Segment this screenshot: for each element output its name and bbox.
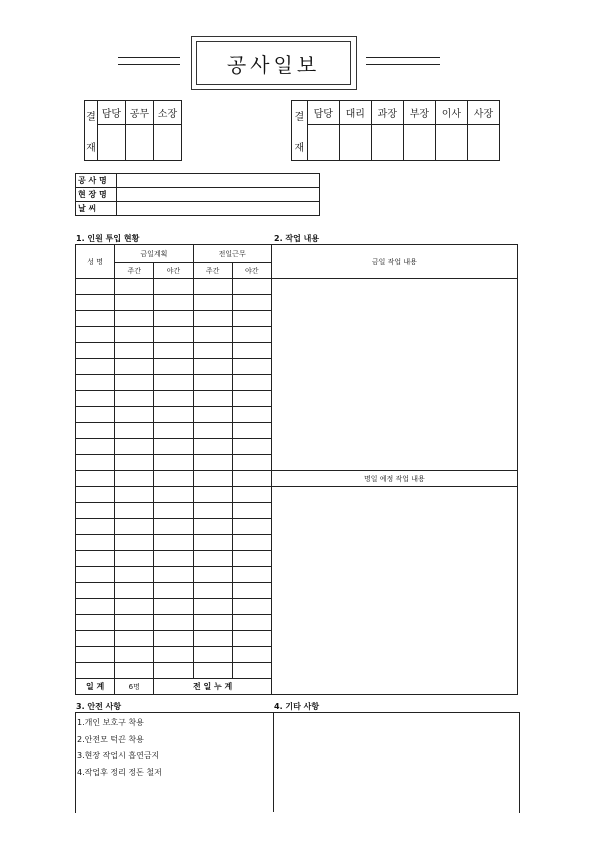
table-row-cell[interactable] — [154, 311, 193, 327]
approval-sign-cell[interactable] — [435, 125, 467, 161]
table-row-cell[interactable] — [154, 359, 193, 375]
table-row-cell[interactable] — [76, 391, 115, 407]
table-row-cell[interactable] — [115, 391, 154, 407]
other-notes-area[interactable] — [275, 714, 515, 810]
table-row-cell[interactable] — [76, 519, 115, 535]
list-item: 1.개인 보호구 착용 — [77, 718, 144, 727]
table-row-cell[interactable] — [115, 311, 154, 327]
approval-sign-cell[interactable] — [125, 125, 153, 161]
table-row-cell[interactable] — [154, 423, 193, 439]
table-row-cell[interactable] — [76, 647, 115, 663]
table-row-cell[interactable] — [76, 359, 115, 375]
approval-box-right — [291, 100, 500, 161]
table-row-cell[interactable] — [76, 375, 115, 391]
table-row-cell[interactable] — [232, 599, 271, 615]
table-row-cell[interactable] — [115, 343, 154, 359]
approval-header: 담당 — [97, 101, 125, 125]
table-row-cell[interactable] — [232, 615, 271, 631]
table-row-cell[interactable] — [232, 647, 271, 663]
table-row-cell[interactable] — [232, 455, 271, 471]
table-row-cell[interactable] — [115, 455, 154, 471]
section-heading-other: 4. 기타 사항 — [274, 702, 320, 711]
table-row-cell[interactable] — [232, 551, 271, 567]
table-row-cell[interactable] — [154, 503, 193, 519]
table-row-cell[interactable] — [154, 631, 193, 647]
table-row-cell[interactable] — [193, 519, 232, 535]
table-row-cell[interactable] — [115, 279, 154, 295]
table-row-cell[interactable] — [115, 567, 154, 583]
table-row-cell[interactable] — [193, 551, 232, 567]
table-row-cell[interactable] — [232, 311, 271, 327]
info-value-weather[interactable] — [117, 202, 320, 216]
table-row-cell[interactable] — [154, 551, 193, 567]
table-row-cell[interactable] — [193, 279, 232, 295]
table-row-cell[interactable] — [232, 439, 271, 455]
total-value[interactable]: 6명 — [115, 679, 154, 695]
table-row-cell[interactable] — [76, 439, 115, 455]
table-row-cell[interactable] — [76, 407, 115, 423]
table-row-cell[interactable] — [115, 663, 154, 679]
approval-header: 담당 — [307, 101, 339, 125]
safety-list — [77, 715, 162, 781]
table-row-cell[interactable] — [154, 615, 193, 631]
table-row-cell[interactable] — [232, 391, 271, 407]
table-row-cell[interactable] — [76, 663, 115, 679]
table-row-cell[interactable] — [232, 375, 271, 391]
table-row-cell[interactable] — [154, 455, 193, 471]
table-row-cell[interactable] — [232, 295, 271, 311]
table-row-cell[interactable] — [193, 503, 232, 519]
table-row-cell[interactable] — [115, 295, 154, 311]
table-row-cell[interactable] — [232, 519, 271, 535]
table-row-cell[interactable] — [193, 311, 232, 327]
table-row-cell[interactable] — [115, 551, 154, 567]
table-row-cell[interactable] — [193, 407, 232, 423]
table-row-cell[interactable] — [76, 423, 115, 439]
table-row-cell[interactable] — [76, 551, 115, 567]
table-row-cell[interactable] — [232, 327, 271, 343]
section-heading-work: 2. 작업 내용 — [274, 234, 320, 243]
table-row-cell[interactable] — [232, 423, 271, 439]
table-row-cell[interactable] — [193, 615, 232, 631]
table-row-cell[interactable] — [193, 391, 232, 407]
table-row-cell[interactable] — [115, 583, 154, 599]
col-header-prev: 전일근무 — [193, 245, 271, 263]
approval-header: 대리 — [339, 101, 371, 125]
section-heading-safety: 3. 안전 사항 — [76, 702, 122, 711]
approval-box-left — [84, 100, 182, 161]
stamp-label-top: 결 — [294, 111, 305, 123]
table-row-cell[interactable] — [193, 471, 232, 487]
table-row-cell[interactable] — [76, 487, 115, 503]
table-row-cell[interactable] — [154, 519, 193, 535]
table-row-cell[interactable] — [76, 503, 115, 519]
table-row-cell[interactable] — [76, 615, 115, 631]
table-row-cell[interactable] — [115, 519, 154, 535]
table-row-cell[interactable] — [76, 535, 115, 551]
approval-header: 사장 — [467, 101, 499, 125]
table-row-cell[interactable] — [154, 279, 193, 295]
info-label-site: 현 장 명 — [76, 188, 117, 202]
table-row-cell[interactable] — [115, 359, 154, 375]
approval-stamp-label — [292, 101, 308, 161]
table-row-cell[interactable] — [76, 599, 115, 615]
list-item: 2.안전모 턱끈 착용 — [77, 734, 144, 744]
total-label: 일 계 — [76, 679, 115, 695]
info-value-project[interactable] — [117, 174, 320, 188]
project-info-table — [75, 173, 320, 216]
approval-stamp-label — [85, 101, 98, 161]
table-row-cell[interactable] — [193, 631, 232, 647]
table-row-cell[interactable] — [76, 631, 115, 647]
table-row-cell[interactable] — [193, 599, 232, 615]
table-row-cell[interactable] — [115, 439, 154, 455]
table-row-cell[interactable] — [154, 535, 193, 551]
table-row-cell[interactable] — [154, 567, 193, 583]
table-row-cell[interactable] — [193, 343, 232, 359]
col-header-night: 야간 — [154, 263, 193, 279]
approval-header: 공무 — [125, 101, 153, 125]
table-row-cell[interactable] — [232, 583, 271, 599]
work-tomorrow-header: 명일 예정 작업 내용 — [271, 471, 517, 487]
table-row-cell[interactable] — [154, 471, 193, 487]
table-row-cell[interactable] — [232, 487, 271, 503]
table-row-cell[interactable] — [193, 647, 232, 663]
approval-sign-cell[interactable] — [403, 125, 435, 161]
col-header-day: 주간 — [115, 263, 154, 279]
table-row-cell[interactable] — [76, 311, 115, 327]
table-row-cell[interactable] — [232, 663, 271, 679]
table-row-cell[interactable] — [115, 615, 154, 631]
table-row-cell[interactable] — [115, 599, 154, 615]
table-row-cell[interactable] — [193, 423, 232, 439]
table-row-cell[interactable] — [232, 503, 271, 519]
table-row-cell[interactable] — [193, 583, 232, 599]
table-row-cell[interactable] — [193, 327, 232, 343]
table-row-cell[interactable] — [193, 487, 232, 503]
table-row-cell[interactable] — [76, 327, 115, 343]
table-row-cell[interactable] — [115, 471, 154, 487]
col-header-night: 야간 — [232, 263, 271, 279]
approval-header: 부장 — [403, 101, 435, 125]
table-row-cell[interactable] — [76, 471, 115, 487]
table-row-cell[interactable] — [154, 375, 193, 391]
table-row-cell[interactable] — [193, 455, 232, 471]
stamp-label-top: 결 — [86, 111, 96, 123]
table-row-cell[interactable] — [115, 327, 154, 343]
cumulative-label: 전 일 누 계 — [154, 679, 272, 695]
approval-header: 과장 — [371, 101, 403, 125]
table-row-cell[interactable] — [76, 583, 115, 599]
approval-header: 소장 — [153, 101, 181, 125]
col-header-plan: 금일계획 — [115, 245, 193, 263]
table-row-cell[interactable] — [193, 439, 232, 455]
table-row-cell[interactable] — [193, 295, 232, 311]
table-row-cell[interactable] — [76, 279, 115, 295]
table-row-cell[interactable] — [232, 407, 271, 423]
table-row-cell[interactable] — [154, 439, 193, 455]
info-value-site[interactable] — [117, 188, 320, 202]
table-row-cell[interactable] — [232, 471, 271, 487]
info-label-weather: 날 씨 — [76, 202, 117, 216]
document-title: 공사일보 — [196, 41, 351, 85]
list-item: 3.현장 작업시 흡연금지 — [77, 751, 160, 760]
approval-sign-cell[interactable] — [467, 125, 499, 161]
col-header-day: 주간 — [193, 263, 232, 279]
table-row-cell[interactable] — [154, 407, 193, 423]
table-row-cell[interactable] — [232, 631, 271, 647]
table-row-cell[interactable] — [154, 295, 193, 311]
approval-sign-cell[interactable] — [153, 125, 181, 161]
table-row-cell[interactable] — [76, 295, 115, 311]
table-row-cell[interactable] — [115, 407, 154, 423]
table-row-cell[interactable] — [115, 503, 154, 519]
table-row-cell[interactable] — [154, 487, 193, 503]
table-row-cell[interactable] — [232, 567, 271, 583]
table-row-cell[interactable] — [115, 375, 154, 391]
table-row-cell[interactable] — [154, 327, 193, 343]
table-row-cell[interactable] — [193, 359, 232, 375]
bottom-divider — [273, 712, 274, 812]
approval-sign-cell[interactable] — [371, 125, 403, 161]
table-row-cell[interactable] — [154, 663, 193, 679]
col-header-name: 성 명 — [76, 245, 115, 279]
work-today-header: 금일 작업 내용 — [271, 245, 517, 279]
table-row-cell[interactable] — [76, 455, 115, 471]
table-row-cell[interactable] — [154, 647, 193, 663]
table-row-cell[interactable] — [232, 279, 271, 295]
work-tomorrow-content[interactable] — [271, 487, 517, 695]
work-today-content[interactable] — [271, 279, 517, 471]
table-row-cell[interactable] — [154, 583, 193, 599]
table-row-cell[interactable] — [232, 359, 271, 375]
table-row-cell[interactable] — [193, 375, 232, 391]
approval-sign-cell[interactable] — [97, 125, 125, 161]
table-row-cell[interactable] — [232, 343, 271, 359]
list-item: 4.작업후 정리 정돈 철저 — [77, 767, 162, 777]
approval-sign-cell[interactable] — [307, 125, 339, 161]
table-row-cell[interactable] — [154, 599, 193, 615]
table-row-cell[interactable] — [232, 535, 271, 551]
table-row-cell[interactable] — [154, 391, 193, 407]
table-row-cell[interactable] — [193, 535, 232, 551]
table-row-cell[interactable] — [154, 343, 193, 359]
table-row-cell[interactable] — [115, 631, 154, 647]
approval-header: 이사 — [435, 101, 467, 125]
table-row-cell[interactable] — [76, 343, 115, 359]
approval-sign-cell[interactable] — [339, 125, 371, 161]
section-heading-manpower: 1. 인원 투입 현황 — [76, 234, 140, 243]
manpower-work-table — [75, 244, 518, 695]
table-row-cell[interactable] — [115, 423, 154, 439]
table-row-cell[interactable] — [193, 567, 232, 583]
stamp-label-bottom: 재 — [294, 142, 305, 154]
table-row-cell[interactable] — [115, 535, 154, 551]
table-row-cell[interactable] — [115, 487, 154, 503]
table-row-cell[interactable] — [193, 663, 232, 679]
stamp-label-bottom: 재 — [86, 142, 96, 154]
info-label-project: 공 사 명 — [76, 174, 117, 188]
table-row-cell[interactable] — [76, 567, 115, 583]
table-row-cell[interactable] — [115, 647, 154, 663]
